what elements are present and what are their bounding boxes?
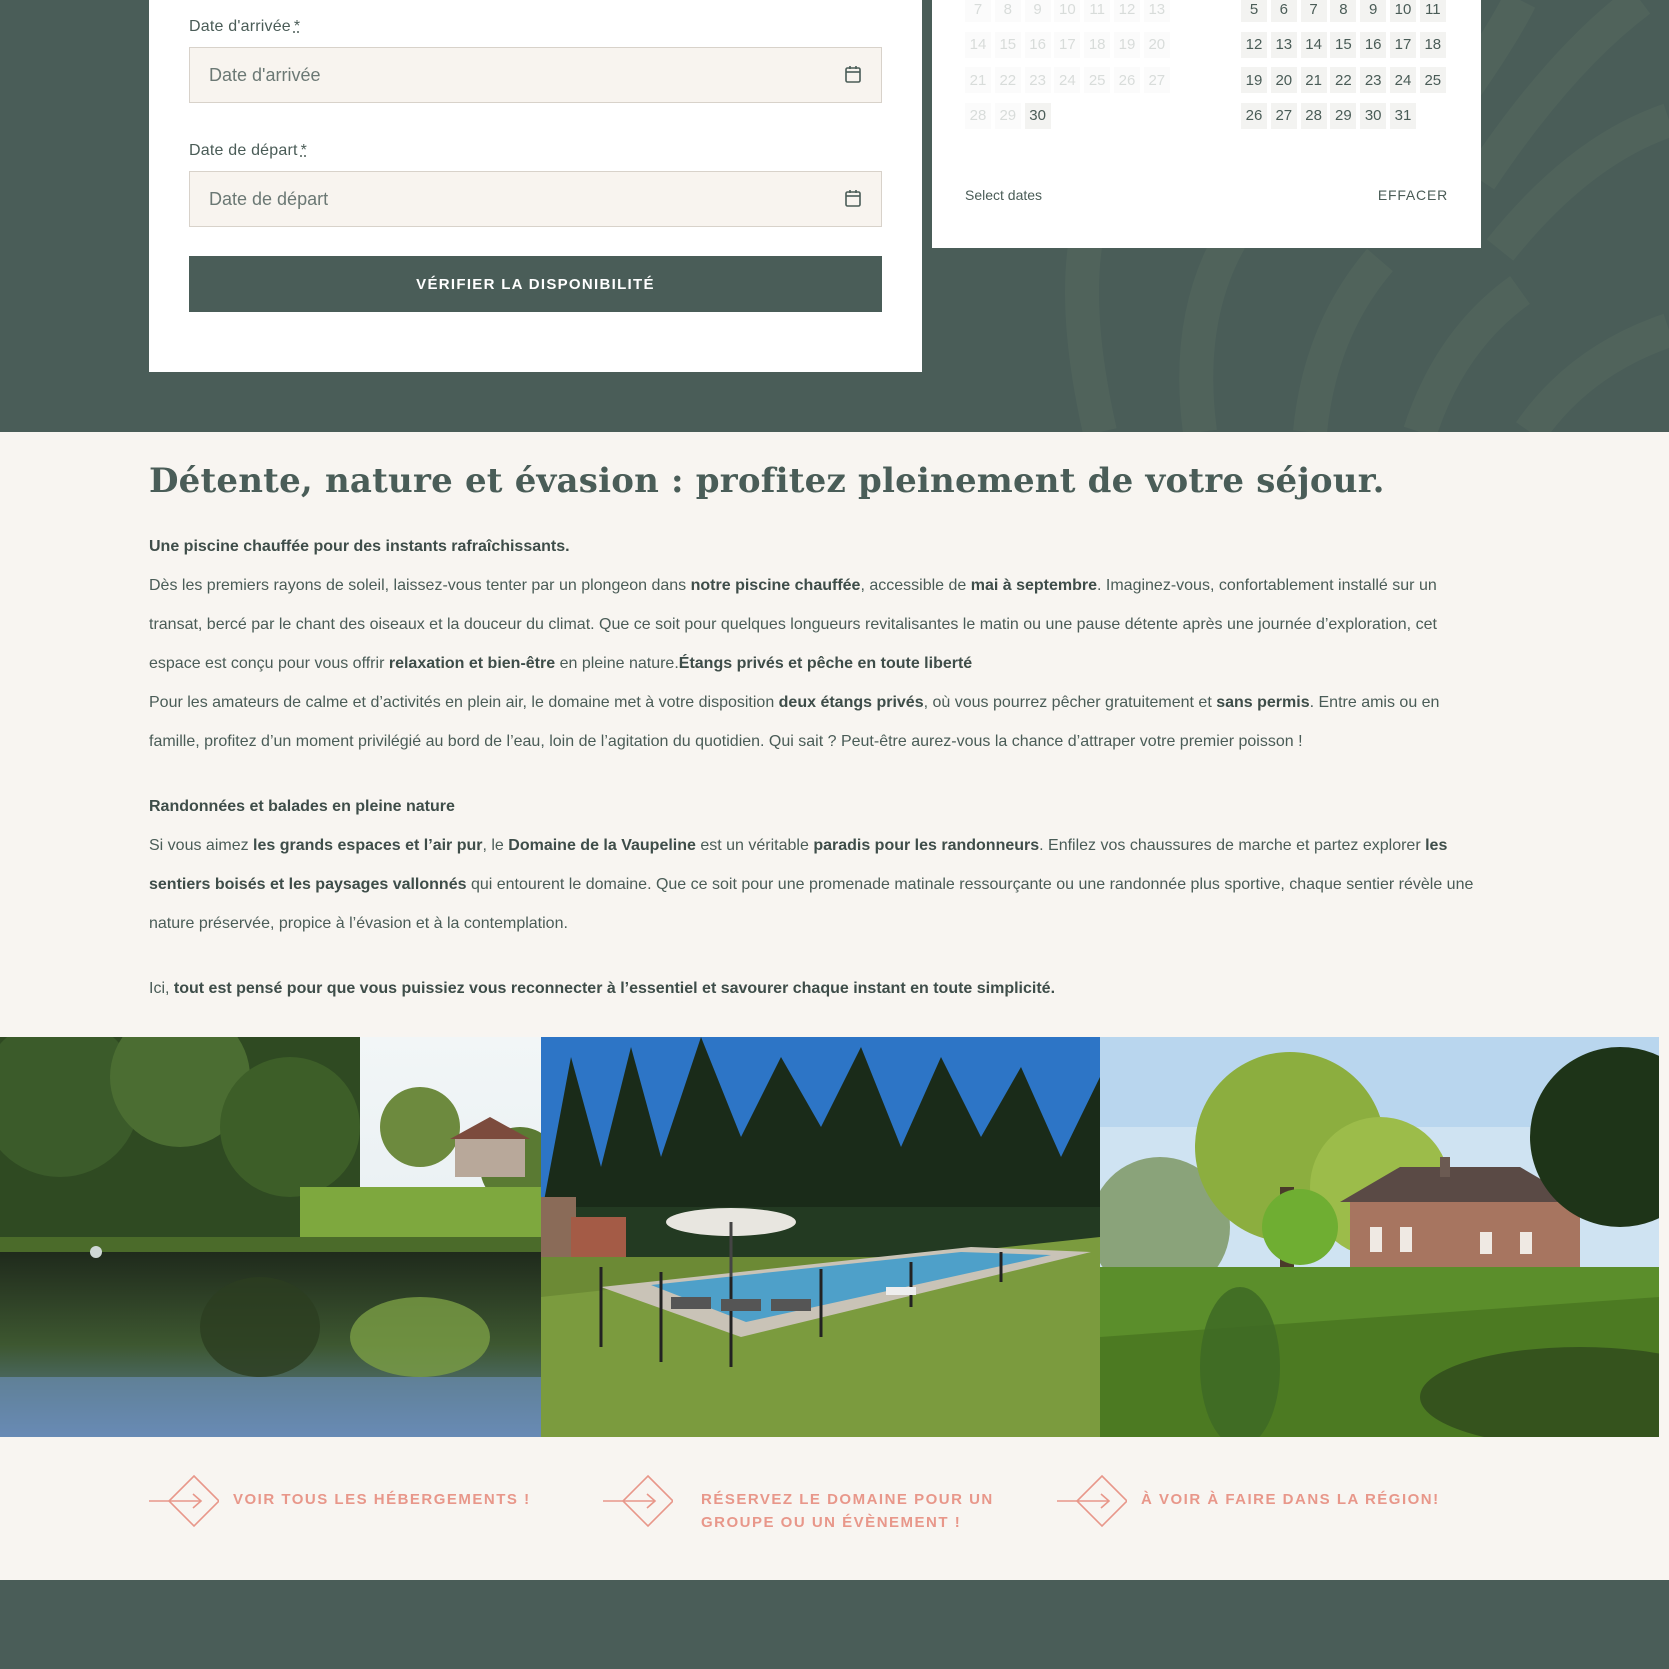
booking-form	[149, 0, 922, 372]
hike-paragraph: Si vous aimez les grands espaces et l’air pur, le Domaine de la Vaupeline est un véritable paradis pour les randonneurs. Enfilez vos chaussures de marche et partez explorer les sentiers boisés et les paysages vallonnés qui entourent le domaine. Que ce soit pour une promenade matinale ressourçante ou une randonnée plus sportive, chaque sentier révèle une nature préservée, propice à l’évasion et à la contemplation.	[149, 837, 1474, 932]
calendar-day: 19	[1114, 32, 1140, 58]
calendar-day[interactable]: 11	[1420, 0, 1446, 22]
lodging-link-label[interactable]: VOIR TOUS LES HÉBERGEMENTS !	[233, 1491, 531, 1508]
calendar-day: 20	[1144, 32, 1170, 58]
calendar-day[interactable]: 9	[1360, 0, 1386, 22]
hike-title: Randonnées et balades en pleine nature	[149, 798, 455, 815]
calendar-day: 17	[1054, 32, 1080, 58]
calendar-icon[interactable]	[845, 189, 861, 207]
calendar-day[interactable]: 15	[1330, 32, 1356, 58]
calendar-day[interactable]: 10	[1390, 0, 1416, 22]
calendar-day: 16	[1025, 32, 1051, 58]
arrow-diamond-icon	[603, 1473, 673, 1529]
calendar-day[interactable]: 13	[1271, 32, 1297, 58]
calendar-day[interactable]: 5	[1241, 0, 1267, 22]
calendar-day[interactable]: 18	[1420, 32, 1446, 58]
ponds-title: Étangs privés et pêche en toute liberté	[678, 655, 973, 672]
calendar-day: 13	[1144, 0, 1170, 22]
arrow-diamond-icon	[1057, 1473, 1127, 1529]
pool-photo	[541, 1037, 1100, 1437]
departure-label: Date de départ *	[189, 142, 308, 159]
calendar-day: 21	[965, 67, 991, 93]
calendar-day[interactable]: 26	[1241, 103, 1267, 129]
pool-paragraph: Dès les premiers rayons de soleil, laissez-vous tenter par un plongeon dans notre piscine chauffée, accessible de mai à septembre. Imaginez-vous, confortablement installé sur un transat, bercé par le chant des oiseaux et la douceur du climat. Que ce soit pour quelques longueurs revitalisantes le matin ou une pause détente après une journée d’exploration, cet espace est conçu pour vous offrir relaxation et bien-être en pleine nature.Étangs privés et pêche en toute liberté	[149, 577, 1437, 672]
region-link[interactable]	[1057, 1473, 1440, 1529]
lodging-link[interactable]	[149, 1473, 531, 1529]
pond-photo	[0, 1037, 541, 1437]
calendar-icon[interactable]	[845, 65, 861, 83]
calendar-day[interactable]: 28	[1301, 103, 1327, 129]
calendar-day[interactable]: 8	[1330, 0, 1356, 22]
closing-paragraph: Ici, tout est pensé pour que vous puissiez vous reconnecter à l’essentiel et savourer chaque instant en toute simplicité.	[149, 980, 1056, 997]
calendar-day: 22	[995, 67, 1021, 93]
date-picker-calendar	[932, 0, 1481, 248]
calendar-day[interactable]: 17	[1390, 32, 1416, 58]
calendar-day[interactable]: 29	[1330, 103, 1356, 129]
calendar-day: 11	[1084, 0, 1110, 22]
calendar-day: 7	[965, 0, 991, 22]
calendar-day: 26	[1114, 67, 1140, 93]
calendar-day: 28	[965, 103, 991, 129]
calendar-day: 23	[1025, 67, 1051, 93]
arrival-date-input[interactable]	[189, 47, 882, 103]
pool-title: Une piscine chauffée pour des instants rafraîchissants.	[149, 538, 570, 555]
check-availability-button[interactable]: VÉRIFIER LA DISPONIBILITÉ	[189, 256, 882, 312]
calendar-day[interactable]: 19	[1241, 67, 1267, 93]
group-booking-link[interactable]	[603, 1473, 994, 1534]
content-section	[149, 455, 1489, 1008]
calendar-day: 29	[995, 103, 1021, 129]
calendar-day: 14	[965, 32, 991, 58]
house-photo	[1100, 1037, 1659, 1437]
calendar-day: 10	[1054, 0, 1080, 22]
clear-dates-button[interactable]: EFFACER	[1377, 187, 1448, 203]
calendar-day: 24	[1054, 67, 1080, 93]
region-link-label[interactable]: À VOIR À FAIRE DANS LA RÉGION!	[1141, 1491, 1440, 1508]
departure-date-input[interactable]	[189, 171, 882, 227]
calendar-day[interactable]: 16	[1360, 32, 1386, 58]
calendar-day[interactable]: 24	[1390, 67, 1416, 93]
calendar-day[interactable]: 7	[1301, 0, 1327, 22]
section-headline: Détente, nature et évasion : profitez pleinement de votre séjour.	[149, 461, 1385, 501]
calendar-day: 18	[1084, 32, 1110, 58]
calendar-day: 27	[1144, 67, 1170, 93]
calendar-day: 12	[1114, 0, 1140, 22]
photo-gallery	[0, 1037, 1659, 1437]
arrow-diamond-icon	[149, 1473, 219, 1529]
footer	[0, 1580, 1669, 1669]
calendar-day[interactable]: 14	[1301, 32, 1327, 58]
calendar-day[interactable]: 22	[1330, 67, 1356, 93]
calendar-day: 25	[1084, 67, 1110, 93]
group-booking-link-label[interactable]: RÉSERVEZ LE DOMAINE POUR UN GROUPE OU UN ÉVÈNEMENT !	[701, 1491, 994, 1531]
calendar-day[interactable]: 23	[1360, 67, 1386, 93]
calendar-day[interactable]: 20	[1271, 67, 1297, 93]
ponds-paragraph: Pour les amateurs de calme et d’activités en plein air, le domaine met à votre disposition deux étangs privés, où vous pourrez pêcher gratuitement et sans permis. Entre amis ou en famille, profitez d’un moment privilégié au bord de l’eau, loin de l’agitation du quotidien. Qui sait ? Peut-être aurez-vous la chance d’attraper votre premier poisson !	[149, 694, 1440, 750]
calendar-day: 9	[1025, 0, 1051, 22]
calendar-day[interactable]: 27	[1271, 103, 1297, 129]
arrival-placeholder: Date d'arrivée	[209, 64, 321, 85]
departure-placeholder: Date de départ	[209, 188, 329, 209]
calendar-day: 8	[995, 0, 1021, 22]
select-dates-label: Select dates	[965, 187, 1043, 203]
calendar-day: 15	[995, 32, 1021, 58]
calendar-day[interactable]: 30	[1360, 103, 1386, 129]
calendar-day[interactable]: 31	[1390, 103, 1416, 129]
calendar-day[interactable]: 25	[1420, 67, 1446, 93]
calendar-day[interactable]: 6	[1271, 0, 1297, 22]
calendar-day[interactable]: 12	[1241, 32, 1267, 58]
booking-section	[0, 0, 1669, 432]
arrival-label: Date d'arrivée *	[189, 18, 301, 35]
calendar-day[interactable]: 30	[1025, 103, 1051, 129]
calendar-day[interactable]: 21	[1301, 67, 1327, 93]
